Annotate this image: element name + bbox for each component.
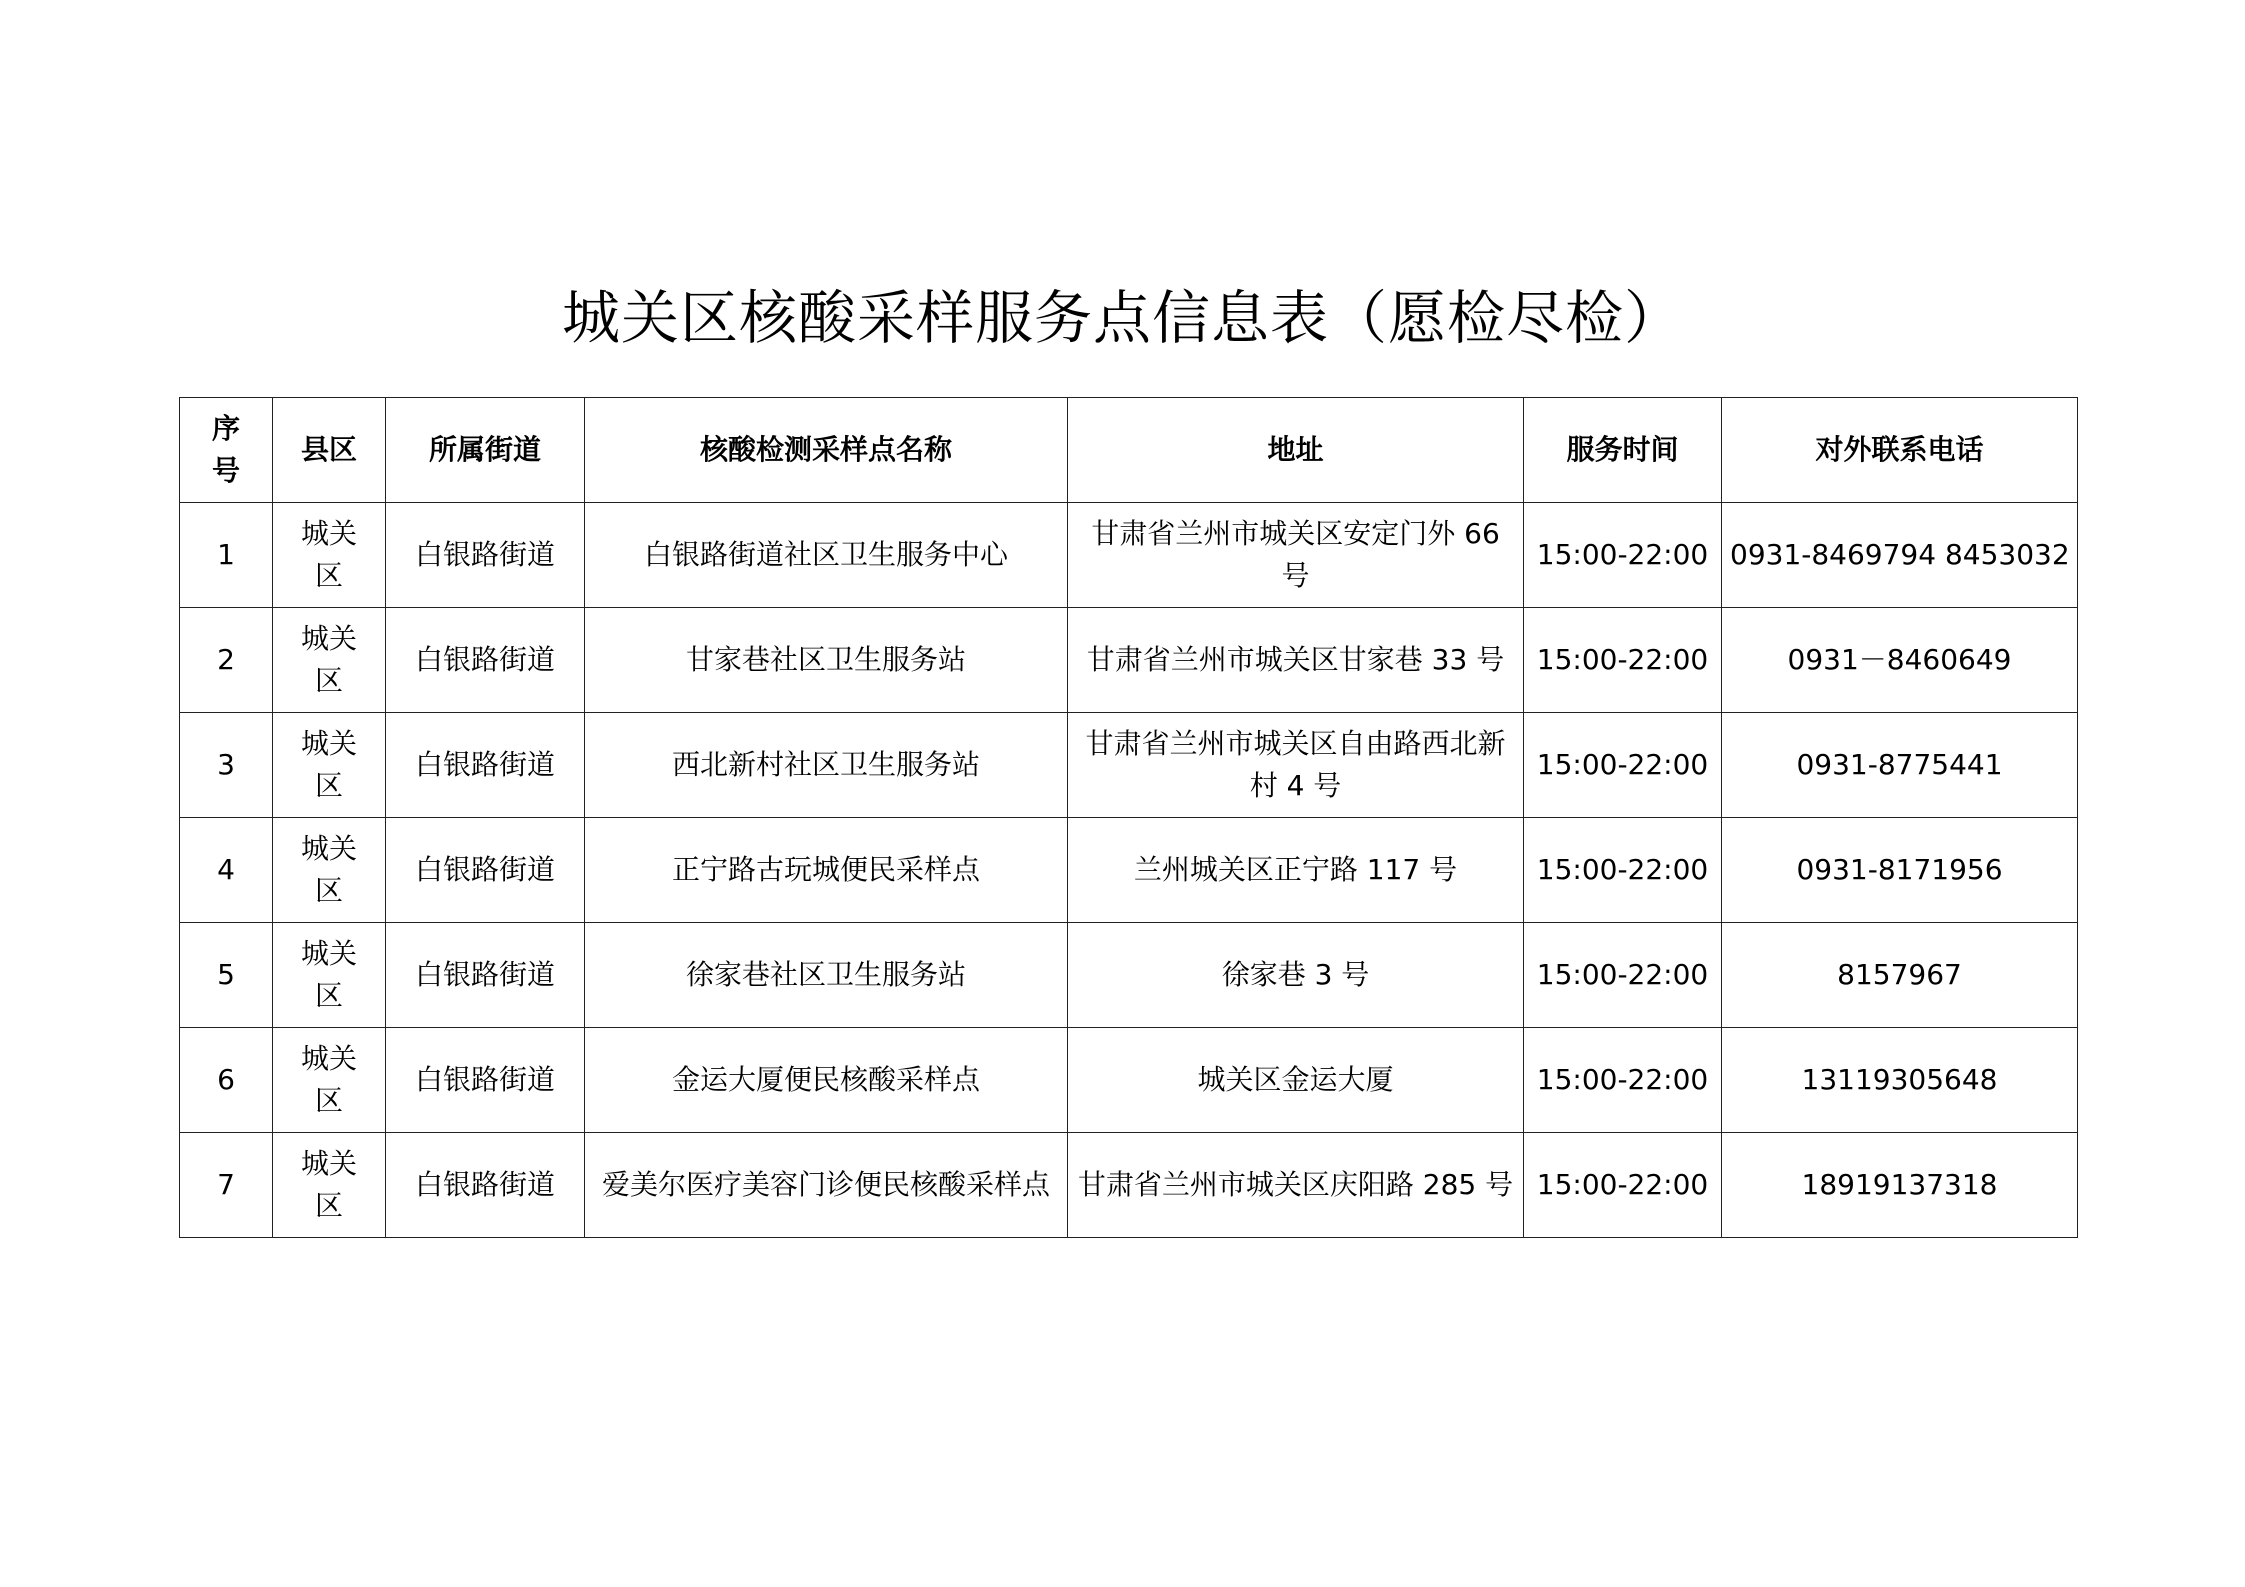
header-phone: 对外联系电话: [1722, 398, 2078, 503]
cell-service-time: 15:00-22:00: [1524, 608, 1722, 713]
cell-site-name: 爱美尔医疗美容门诊便民核酸采样点: [585, 1133, 1068, 1238]
cell-street: 白银路街道: [386, 608, 585, 713]
cell-index: 3: [180, 713, 273, 818]
table-row: [180, 818, 2078, 923]
cell-address: 甘肃省兰州市城关区安定门外 66 号: [1068, 503, 1524, 608]
table-row: [180, 1028, 2078, 1133]
cell-street: 白银路街道: [386, 1133, 585, 1238]
cell-district: 城关区: [273, 713, 386, 818]
cell-index: 6: [180, 1028, 273, 1133]
cell-street: 白银路街道: [386, 503, 585, 608]
cell-phone: 13119305648: [1722, 1028, 2078, 1133]
table-row: [180, 1133, 2078, 1238]
cell-service-time: 15:00-22:00: [1524, 1028, 1722, 1133]
table-header-row: [180, 398, 2078, 503]
table-row: [180, 503, 2078, 608]
cell-street: 白银路街道: [386, 923, 585, 1028]
cell-index: 4: [180, 818, 273, 923]
cell-phone: 0931-8775441: [1722, 713, 2078, 818]
cell-index: 5: [180, 923, 273, 1028]
header-index: 序号: [180, 398, 273, 503]
cell-district: 城关区: [273, 1133, 386, 1238]
header-district: 县区: [273, 398, 386, 503]
table-row: [180, 608, 2078, 713]
header-address: 地址: [1068, 398, 1524, 503]
cell-index: 7: [180, 1133, 273, 1238]
header-site-name: 核酸检测采样点名称: [585, 398, 1068, 503]
cell-service-time: 15:00-22:00: [1524, 818, 1722, 923]
cell-address: 甘肃省兰州市城关区甘家巷 33 号: [1068, 608, 1524, 713]
cell-address: 兰州城关区正宁路 117 号: [1068, 818, 1524, 923]
header-service-time: 服务时间: [1524, 398, 1722, 503]
table-row: [180, 713, 2078, 818]
cell-site-name: 甘家巷社区卫生服务站: [585, 608, 1068, 713]
cell-district: 城关区: [273, 503, 386, 608]
cell-phone: 8157967: [1722, 923, 2078, 1028]
cell-phone: 0931-8171956: [1722, 818, 2078, 923]
cell-district: 城关区: [273, 1028, 386, 1133]
cell-phone: 0931－8460649: [1722, 608, 2078, 713]
cell-site-name: 白银路街道社区卫生服务中心: [585, 503, 1068, 608]
table-row: [180, 923, 2078, 1028]
cell-site-name: 正宁路古玩城便民采样点: [585, 818, 1068, 923]
document-title: 城关区核酸采样服务点信息表（愿检尽检）: [561, 284, 1683, 352]
cell-service-time: 15:00-22:00: [1524, 713, 1722, 818]
cell-phone: 0931-8469794 8453032: [1722, 503, 2078, 608]
sampling-sites-table: [179, 397, 2078, 1238]
cell-service-time: 15:00-22:00: [1524, 503, 1722, 608]
cell-service-time: 15:00-22:00: [1524, 1133, 1722, 1238]
cell-site-name: 西北新村社区卫生服务站: [585, 713, 1068, 818]
cell-address: 徐家巷 3 号: [1068, 923, 1524, 1028]
cell-index: 2: [180, 608, 273, 713]
cell-index: 1: [180, 503, 273, 608]
header-street: 所属街道: [386, 398, 585, 503]
cell-site-name: 金运大厦便民核酸采样点: [585, 1028, 1068, 1133]
cell-street: 白银路街道: [386, 818, 585, 923]
cell-address: 甘肃省兰州市城关区自由路西北新村 4 号: [1068, 713, 1524, 818]
cell-street: 白银路街道: [386, 1028, 585, 1133]
cell-district: 城关区: [273, 608, 386, 713]
cell-phone: 18919137318: [1722, 1133, 2078, 1238]
cell-address: 甘肃省兰州市城关区庆阳路 285 号: [1068, 1133, 1524, 1238]
cell-street: 白银路街道: [386, 713, 585, 818]
cell-service-time: 15:00-22:00: [1524, 923, 1722, 1028]
cell-address: 城关区金运大厦: [1068, 1028, 1524, 1133]
cell-site-name: 徐家巷社区卫生服务站: [585, 923, 1068, 1028]
cell-district: 城关区: [273, 923, 386, 1028]
cell-district: 城关区: [273, 818, 386, 923]
